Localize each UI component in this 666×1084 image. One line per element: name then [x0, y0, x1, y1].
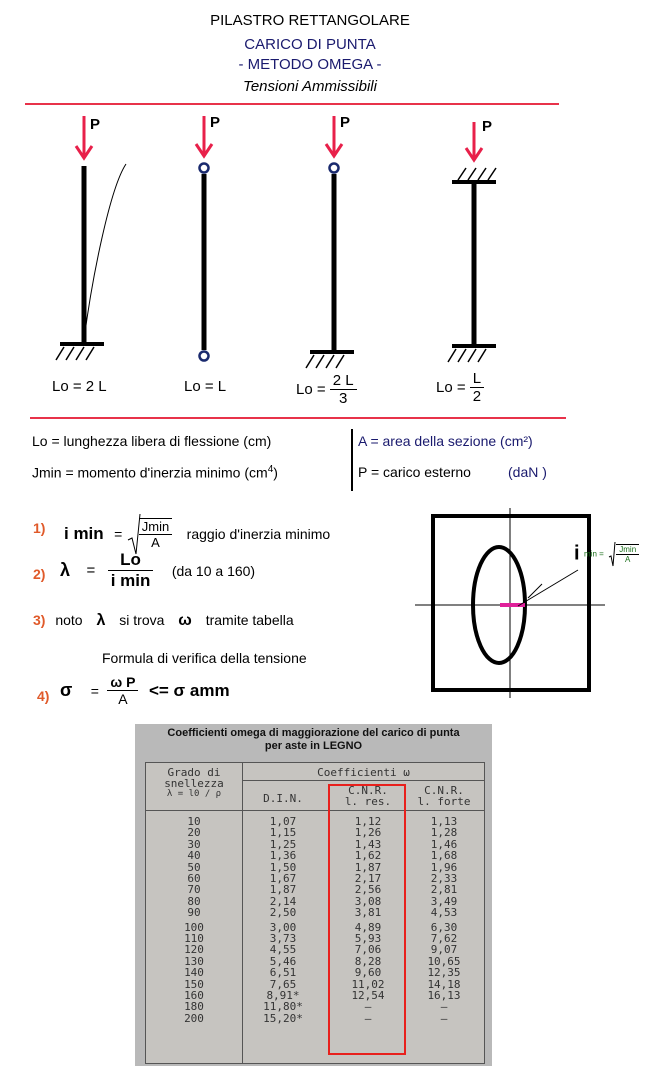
formula-4: σ = $\frac{\text{ω P}}{A}$ <= σ amm [60, 674, 230, 707]
formula-2-number: 2) [33, 566, 46, 582]
highlight-box [328, 784, 406, 1055]
table-cell: — [364, 1011, 372, 1025]
table-cell: 10 [187, 815, 201, 828]
table-cell: 3,08 [354, 894, 382, 908]
method-label: - METODO OMEGA - [238, 56, 382, 73]
table-cell: 15,20* [263, 1011, 303, 1025]
columns-diagram [0, 108, 600, 408]
length-label-4: Lo = $\frac{L}{2}$ [436, 370, 484, 405]
column-pinned [196, 116, 212, 361]
table-cell: 2,14 [269, 894, 297, 908]
definitions-separator [351, 429, 353, 491]
table-cell: 3,00 [269, 920, 297, 934]
table-cell: 7,65 [269, 977, 297, 991]
omega-table-frame [145, 762, 485, 1064]
table-cell: 2,33 [430, 872, 458, 885]
definition-load: P = carico esterno [358, 464, 471, 480]
table-cell: 1,07 [269, 815, 297, 828]
table-cell: 110 [184, 932, 204, 945]
table-cell: 60 [187, 872, 201, 885]
table-cell: 1,87 [269, 883, 297, 897]
table-cell: — [440, 1011, 448, 1025]
table-cell: 40 [187, 849, 201, 863]
table-cell: 1,87 [354, 860, 382, 874]
table-cell: 4,55 [269, 943, 297, 957]
table-cell: 200 [184, 1011, 204, 1025]
table-cell: 20 [187, 826, 201, 840]
definition-area: A = area della sezione (cm²) [358, 433, 533, 449]
page-subtitle: CARICO DI PUNTA [244, 36, 376, 53]
table-cell: 1,25 [269, 837, 297, 851]
table-cell: — [364, 1000, 372, 1014]
definition-lo: Lo = lunghezza libera di flessione (cm) [32, 433, 272, 449]
table-cell: 2,81 [430, 883, 458, 897]
leader-line [518, 570, 578, 606]
table-cell: 5,93 [354, 932, 382, 945]
load-label-1: P [90, 116, 101, 133]
table-cell: 7,06 [354, 943, 382, 957]
load-label-2: P [210, 114, 221, 131]
table-cell: 12,35 [427, 966, 461, 980]
table-cell: 150 [184, 977, 204, 991]
table-cell: 1,12 [354, 815, 382, 828]
formula-1-number: 1) [33, 520, 46, 536]
length-label-2: Lo = L [184, 378, 227, 395]
table-cell: 120 [184, 943, 204, 957]
table-cell: 8,28 [354, 954, 382, 968]
table-cell: 140 [184, 966, 204, 980]
table-cell: 1,46 [430, 837, 458, 851]
table-cell: 2,50 [269, 906, 297, 920]
table-cell: 9,60 [354, 966, 382, 980]
length-label-3: Lo = $\frac{2 L}{3}$ [296, 372, 357, 407]
radius-label: i min = $\frac{Jmin}{A}$ [574, 541, 639, 567]
table-cell: 1,50 [269, 860, 297, 874]
table-cell: 90 [187, 906, 201, 920]
length-label-1: Lo = 2 L [52, 378, 107, 395]
omega-table-scan [135, 724, 492, 1066]
header-din: D.I.N. [263, 792, 303, 805]
table-cell: — [440, 1000, 448, 1014]
table-cell: 1,36 [269, 849, 297, 863]
load-label-4: P [482, 118, 493, 135]
table-cell: 4,53 [430, 906, 458, 920]
header-cnr-forte: C.N.R. l. forte [417, 784, 471, 809]
table-cell: 16,13 [427, 989, 461, 1002]
table-cell: 12,54 [351, 989, 385, 1002]
formula-3: 3) noto λ si trova ω tramite tabella [33, 612, 294, 629]
table-cell: 2,56 [354, 883, 382, 897]
top-divider [25, 103, 559, 105]
table-cell: 1,67 [269, 872, 297, 885]
table-cell: 130 [184, 954, 204, 968]
table-cell: 1,26 [354, 826, 382, 840]
middle-divider [30, 417, 566, 419]
table-cell: 3,49 [430, 894, 458, 908]
formula-2: λ = $\frac{Lo}{\text{i min}}$ (da 10 a 160) [60, 550, 256, 590]
header-cnr-res: C.N.R. l. res. [344, 784, 392, 809]
table-cell: 70 [187, 883, 201, 897]
table-cell: 11,80* [263, 1000, 303, 1014]
table-cell: 180 [184, 1000, 204, 1014]
sqrt-small-icon [608, 541, 616, 567]
table-cell: 3,73 [269, 932, 297, 945]
definition-load-unit: (daN ) [508, 464, 547, 480]
table-cell: 5,46 [269, 954, 297, 968]
omega-table-title: Coefficienti omega di maggiorazione del carico di punta per aste in LEGNO [167, 727, 460, 752]
table-cell: 160 [184, 989, 204, 1002]
table-cell: 50 [187, 860, 201, 874]
table-cell: 9,07 [430, 943, 458, 957]
table-cell: 1,43 [354, 837, 382, 851]
table-cell: 6,51 [269, 966, 297, 980]
page-title: PILASTRO RETTANGOLARE [210, 12, 410, 29]
column-fixed-fixed [448, 122, 496, 362]
table-cell: 6,30 [430, 920, 458, 934]
table-cell: 2,17 [354, 872, 382, 885]
table-cell: 4,89 [354, 920, 382, 934]
load-label-3: P [340, 114, 351, 131]
table-cell: 30 [187, 837, 201, 851]
cross-section-diagram [410, 508, 650, 698]
table-cell: 7,62 [430, 932, 458, 945]
table-cell: 1,13 [430, 815, 458, 828]
table-cell: 1,28 [430, 826, 458, 840]
formula-1: i min = $\frac{Jmin}{A}$ raggio d'inerzia minimo [64, 512, 330, 556]
verify-label: Formula di verifica della tensione [102, 650, 307, 666]
table-cell: 10,65 [427, 954, 461, 968]
table-row [146, 907, 484, 919]
table-cell: 11,02 [351, 977, 385, 991]
definition-jmin: Jmin = momento d'inerzia minimo $(cm^4)$ [32, 464, 278, 481]
table-cell: 3,81 [354, 906, 382, 920]
column-cantilever [56, 116, 126, 360]
table-row [146, 1013, 484, 1025]
formula-4-number: 4) [37, 688, 50, 704]
header-coefficients: Coefficienti ω [317, 766, 410, 779]
table-cell: 1,68 [430, 849, 458, 863]
header-grade: Grado di snellezza λ = l0 / ρ [164, 766, 224, 800]
table-cell: 1,62 [354, 849, 382, 863]
table-cell: 1,96 [430, 860, 458, 874]
table-cell: 80 [187, 894, 201, 908]
table-cell: 14,18 [427, 977, 461, 991]
table-cell: 8,91* [266, 989, 300, 1002]
subtitle-italic: Tensioni Ammissibili [243, 78, 377, 95]
column-pinned-fixed [306, 116, 354, 368]
table-cell: 1,15 [269, 826, 297, 840]
table-cell: 100 [184, 920, 204, 934]
